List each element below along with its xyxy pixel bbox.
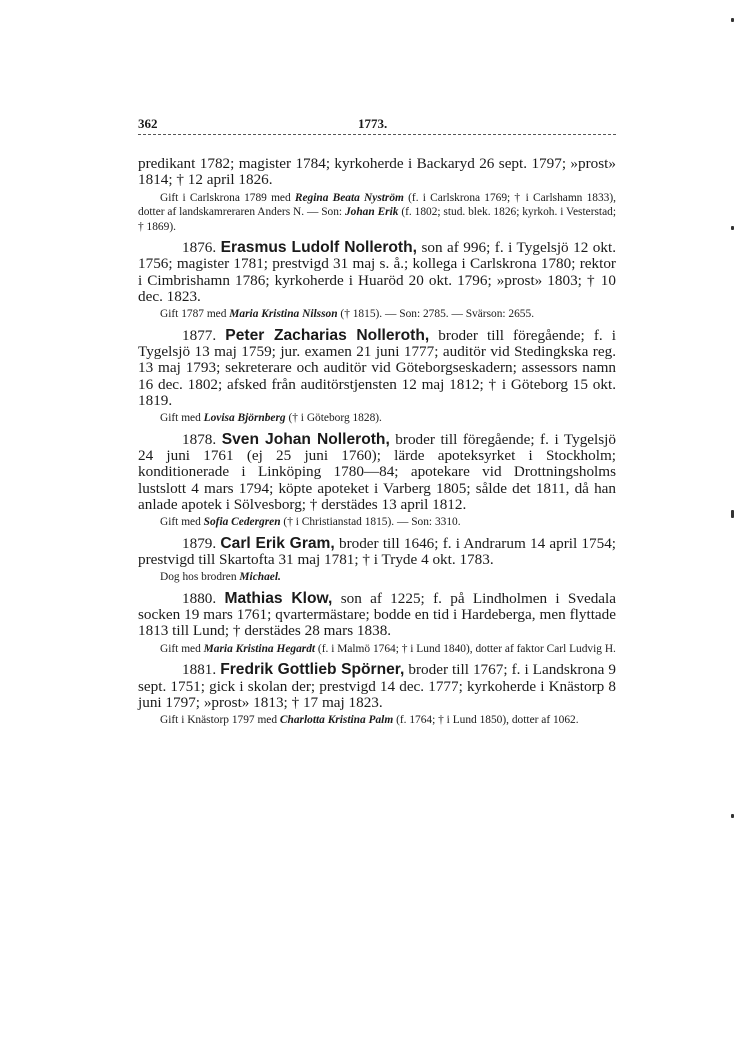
continued-entry [138,156,616,234]
entry-note: Gift i Carlskrona 1789 med Regina Beata Nyström (f. i Carlskrona 1769; † i Carlshamn 1833), dotter af landskamreraren Anders N. — Son: Johan Erik (f. 1802; stud. blek. 1826; kyrkoh. i Vesterstad; † 1869). [138,191,617,233]
page-number: 362 [138,116,158,131]
entry-1878 [138,432,616,530]
scan-speck [731,226,734,230]
entry-text: 1876. Erasmus Ludolf Nolleroth, son af 996; f. i Tygelsjö 12 okt. 1756; magister 1781; prestvigd 31 maj s. å.; kollega i Carlskrona 1780; rektor i Cimbrishamn 1786; kyrkoherde i Huaröd 20 okt. 1796; »prost» 1803; † 10 dec. 1823. [138,239,616,305]
spouse-name: Maria Kristina Nilsson [229,308,338,321]
entry-name: Sven Johan Nolleroth, [221,430,390,448]
entry-name: Mathias Klow, [224,589,333,607]
son-name: Johan Erik [344,206,399,219]
entry-number: 1881. [182,661,217,679]
entry-1881 [138,662,616,727]
entry-text: 1880. Mathias Klow, son af 1225; f. på Lindholmen i Svedala socken 19 mars 1761; qvartermästare; bodde en tid i Hardeberga, men flyttade 1813 till Lund; † derstädes 28 mars 1838. [138,589,617,640]
brother-name: Michael. [239,571,281,584]
running-head: 1773. [358,116,388,131]
page-header [138,116,616,136]
entry-note: Gift i Knästorp 1797 med Charlotta Kristina Palm (f. 1764; † i Lund 1850), dotter af 1062. [160,714,579,727]
spouse-name: Sofia Cedergren [203,516,281,529]
entry-number: 1880. [182,589,217,607]
spouse-name: Maria Kristina Hegardt [203,642,316,655]
entry-1876 [138,240,616,322]
spouse-name: Regina Beata Nyström [294,191,404,204]
entry-text: 1879. Carl Erik Gram, broder till 1646; f. i Andrarum 14 april 1754; prestvigd till Skartofta 31 maj 1781; † i Tryde 4 okt. 1783. [138,534,617,569]
entry-1877 [138,328,616,426]
entry-number: 1876. [182,239,217,257]
entry-number: 1877. [182,326,217,344]
entry-text: 1878. Sven Johan Nolleroth, broder till föregående; f. i Tygelsjö 24 juni 1761 (ej 25 juni 1760); lärde apoteksyrket i Stockholm; konditionerade i Linköping 1780—84; apotekare vid Drottningsholms lustslott 4 mars 1794; köpte apoteket i Varberg 1805; sålde det 1811, då han anlade apotek i Sölvesborg; † derstädes 13 april 1812. [138,430,616,513]
entry-name: Fredrik Gottlieb Spörner, [220,661,405,679]
entry-name: Erasmus Ludolf Nolleroth, [220,239,417,257]
header-rule [138,134,616,135]
scan-speck [731,510,734,518]
spouse-name: Charlotta Kristina Palm [279,714,394,727]
entry-note: Gift med Lovisa Björnberg († i Göteborg 1828). [160,412,382,425]
entry-name: Peter Zacharias Nolleroth, [225,326,430,344]
entry-name: Carl Erik Gram, [220,534,335,552]
entry-1879 [138,536,616,585]
entry-note: Gift med Sofia Cedergren († i Christianstad 1815). — Son: 3310. [160,516,461,529]
entry-note: Gift 1787 med Maria Kristina Nilsson († 1815). — Son: 2785. — Svärson: 2655. [160,308,535,321]
scan-speck [731,814,734,818]
spouse-name: Lovisa Björnberg [203,412,286,425]
entry-text: predikant 1782; magister 1784; kyrkoherde i Backaryd 26 sept. 1797; »prost» 1814; † 12 april 1826. [138,155,616,189]
entry-number: 1879. [182,534,217,552]
entry-1880 [138,591,616,656]
entry-note: Dog hos brodren Michael. [160,571,281,584]
page-body [138,156,616,728]
entry-text: 1877. Peter Zacharias Nolleroth, broder till föregående; f. i Tygelsjö 13 maj 1759; jur. examen 21 juni 1777; auditör vid Stedingkska reg. 13 maj 1793; sekreterare och auditör vid Göteborgseskadern; assessors namn 16 dec. 1802; afsked från auditörstjensten 12 maj 1812; † i Göteborg 15 okt. 1819. [138,326,617,409]
entry-note: Gift med Maria Kristina Hegardt (f. i Malmö 1764; † i Lund 1840), dotter af faktor Carl Ludvig H. [160,642,616,655]
scan-speck [731,18,734,22]
entry-text: 1881. Fredrik Gottlieb Spörner, broder till 1767; f. i Landskrona 9 sept. 1751; gick i skolan der; prestvigd 14 dec. 1777; kyrkoherde i Knästorp 8 juni 1797; »prost» 1813; † 17 maj 1823. [138,661,616,711]
entry-number: 1878. [182,430,217,448]
